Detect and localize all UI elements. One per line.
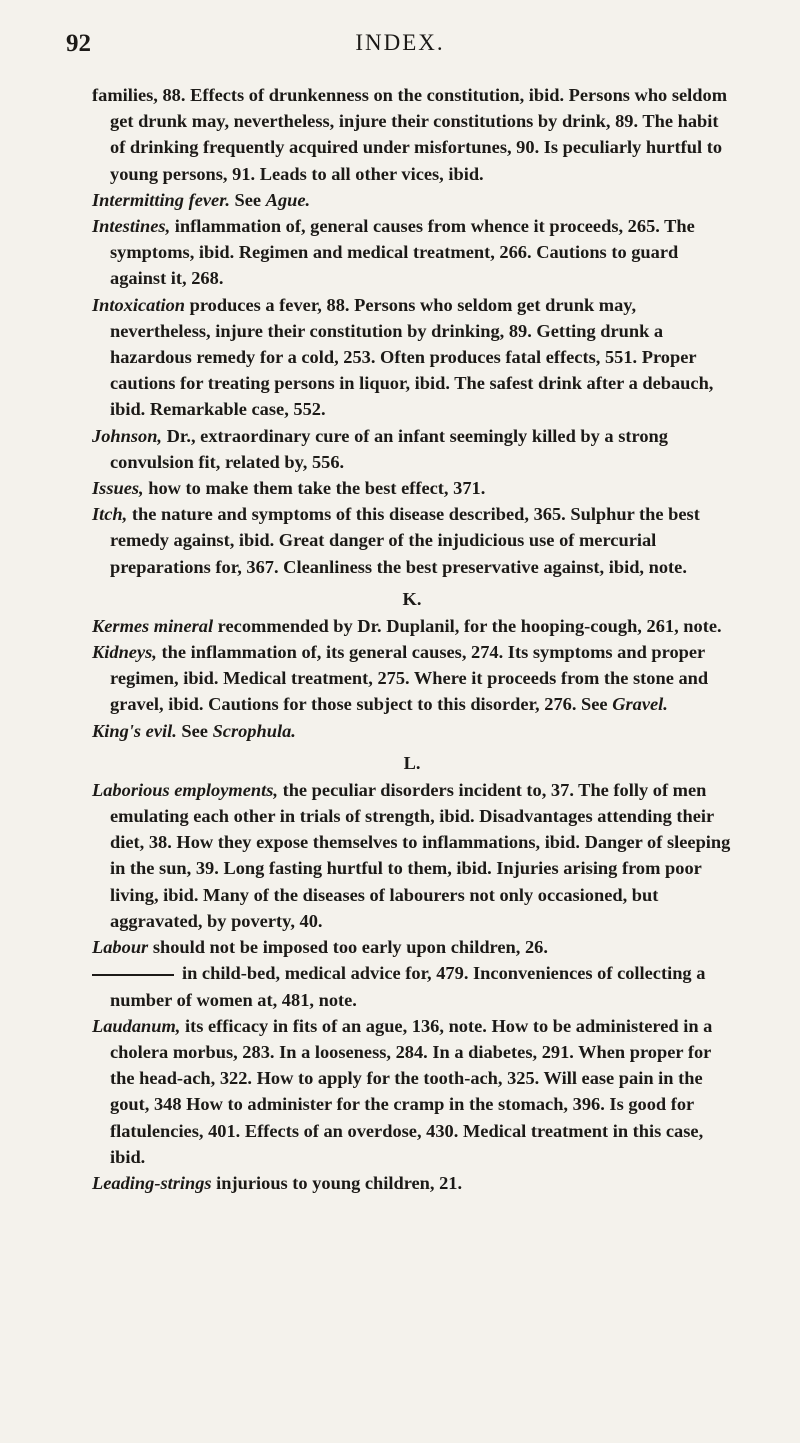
entry-term: Labour <box>92 937 149 958</box>
index-entry <box>92 639 732 718</box>
entry-term: Intermitting fever. <box>92 189 230 210</box>
entry-term: Laborious employments, <box>92 779 278 800</box>
index-entry <box>92 613 732 639</box>
entry-term: Itch, <box>92 504 128 525</box>
entry-term: Intoxication <box>92 294 185 315</box>
index-body <box>92 82 732 1196</box>
running-head: INDEX. <box>355 30 445 55</box>
index-entry <box>92 82 732 187</box>
index-entry <box>92 187 732 213</box>
entry-text: families, 88. Effects of drunkenness on the constitution, ibid. Persons who seldom get drunk may, nevertheless, injure their constitutions by drink, 89. The habit of drinking frequently acquired under misfortunes, 90. Is peculiarly hurtful to young persons, 91. Leads to all other vices, ibid. <box>92 85 728 184</box>
index-entry <box>92 934 732 960</box>
page-header <box>0 30 800 64</box>
see-reference: Ague. <box>265 189 311 210</box>
entry-term: Intestines, <box>92 216 171 237</box>
entry-text: injurious to young children, 21. <box>211 1172 463 1193</box>
entry-term: Leading-strings <box>92 1172 212 1193</box>
index-entry <box>92 423 732 475</box>
page-number: 92 <box>66 30 91 57</box>
index-entry <box>92 475 732 501</box>
entry-text: See <box>176 720 213 741</box>
entry-text: in child-bed, medical advice for, 479. Inconveniences of collecting a number of women at, 481, note. <box>110 963 706 1010</box>
index-entry <box>92 777 732 934</box>
index-entry <box>92 1013 732 1170</box>
ditto-dash <box>92 974 174 976</box>
entry-text: the inflammation of, its general causes, 274. Its symptoms and proper regimen, ibid. Medical treatment, 275. Where it proceeds from the stone and gravel, ibid. Cautions for those subject to this disorder, 276. See <box>110 642 709 715</box>
index-entry <box>92 960 732 1012</box>
entry-term: King's evil. <box>92 720 177 741</box>
entry-text: the peculiar disorders incident to, 37. The folly of men emulating each other in trials of strength, ibid. Disadvantages attending their diet, 38. How they expose themselves to inflammations, ibid. Danger of sleeping in the sun, 39. Long fasting hurtful to them, ibid. Injuries arising from poor living, ibid. Many of the diseases of labourers not only occasioned, but aggravated, by poverty, 40. <box>110 779 731 931</box>
entry-term: Johnson, <box>92 425 163 446</box>
entry-text: its efficacy in fits of an ague, 136, note. How to be administered in a cholera morbus, 283. In a looseness, 284. In a diabetes, 291. When proper for the head-ach, 322. How to apply for the tooth-ach, 325. Will ease pain in the gout, 348 How to administer for the cramp in the stomach, 396. Is good for flatulencies, 401. Effects of an overdose, 430. Medical treatment in this case, ibid. <box>110 1015 713 1167</box>
see-reference: Gravel. <box>612 694 668 715</box>
index-group-k <box>92 613 732 744</box>
section-letter-k: K. <box>402 588 422 609</box>
index-entry <box>92 213 732 292</box>
index-group-i <box>92 82 732 580</box>
index-entry <box>92 1170 732 1196</box>
index-group-l <box>92 777 732 1196</box>
entry-text: Dr., extraordinary cure of an infant seemingly killed by a strong convulsion fit, related by, 556. <box>110 425 668 472</box>
entry-text: See <box>229 189 266 210</box>
entry-text: recommended by Dr. Duplanil, for the hooping-cough, 261, note. <box>213 615 722 636</box>
entry-text: produces a fever, 88. Persons who seldom get drunk may, nevertheless, injure their constitution by drinking, 89. Getting drunk a hazardous remedy for a cold, 253. Often produces fatal effects, 551. Proper cautions for treating persons in liquor, ibid. The safest drink after a debauch, ibid. Remarkable case, 552. <box>110 294 714 420</box>
index-entry <box>92 292 732 423</box>
entry-text: how to make them take the best effect, 371. <box>143 478 486 499</box>
entry-text: the nature and symptoms of this disease described, 365. Sulphur the best remedy against, ibid. Great danger of the injudicious use of mercurial preparations for, 367. Cleanliness the best preservative against, ibid, note. <box>110 504 700 577</box>
entry-term: Laudanum, <box>92 1015 181 1036</box>
entry-text: should not be imposed too early upon children, 26. <box>148 937 548 958</box>
entry-term: Issues, <box>92 478 144 499</box>
see-reference: Scrophula. <box>212 720 296 741</box>
index-entry <box>92 501 732 580</box>
section-letter-l: L. <box>403 752 421 773</box>
entry-term: Kermes mineral <box>92 615 214 636</box>
entry-text: inflammation of, general causes from whence it proceeds, 265. The symptoms, ibid. Regimen and medical treatment, 266. Cautions to guard against it, 268. <box>110 216 695 289</box>
entry-term: Kidneys, <box>92 642 157 663</box>
index-entry <box>92 718 732 744</box>
